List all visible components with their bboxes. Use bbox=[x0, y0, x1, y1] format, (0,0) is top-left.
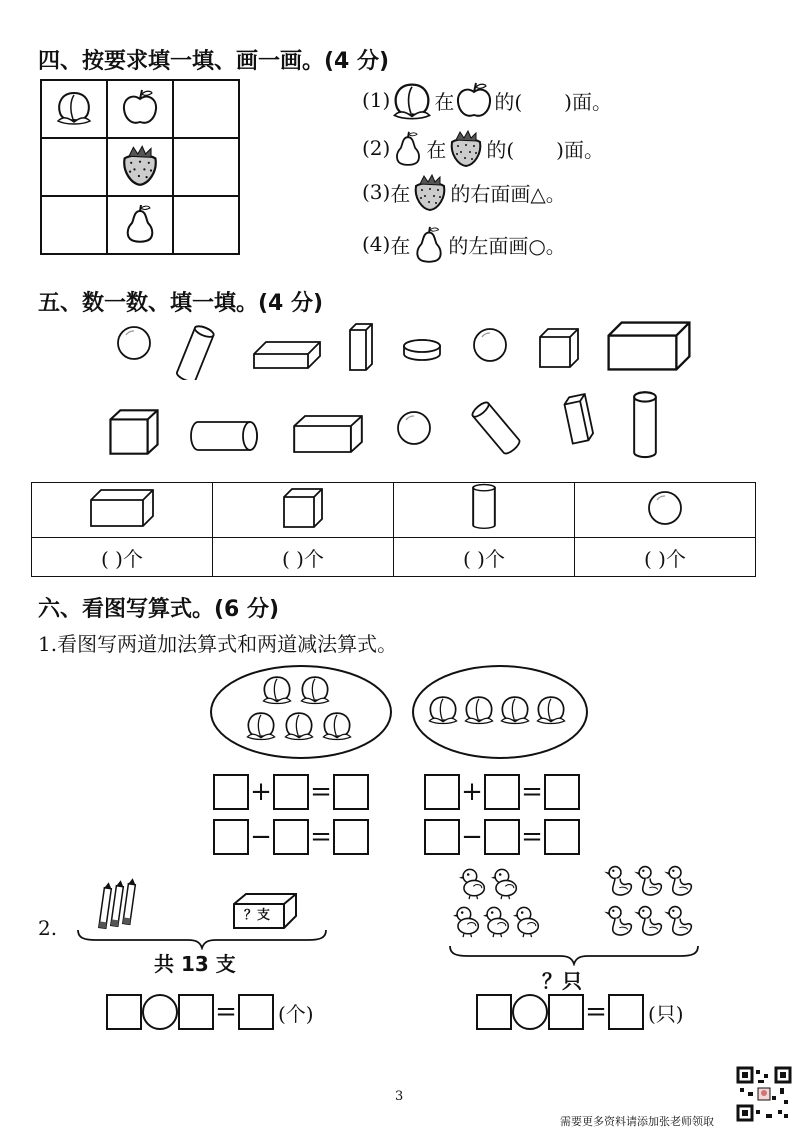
count-table bbox=[31, 482, 756, 577]
cylinder-icon bbox=[464, 396, 530, 462]
answer-box[interactable] bbox=[544, 774, 580, 810]
cuboid-icon bbox=[89, 488, 155, 528]
count-blank[interactable]: ( )个 bbox=[32, 538, 213, 577]
box-label: ？支 bbox=[244, 908, 271, 923]
question-4: (4) 在 的左面画○。 bbox=[362, 220, 566, 268]
right-total-label: ？只 bbox=[542, 969, 582, 993]
answer-box[interactable] bbox=[106, 994, 142, 1030]
pear-icon bbox=[390, 126, 426, 170]
strawberry-icon bbox=[410, 172, 450, 212]
cube-icon bbox=[108, 408, 160, 456]
answer-box[interactable] bbox=[424, 819, 460, 855]
cylinder-icon bbox=[190, 420, 262, 452]
problem-1-text: 1.看图写两道加法算式和两道减法算式。 bbox=[38, 632, 398, 656]
answer-box[interactable] bbox=[544, 819, 580, 855]
footer-text: 需要更多资料请添加张老师领取 bbox=[560, 1115, 714, 1128]
section4-heading: 四、按要求填一填、画一画。(4 分) bbox=[38, 49, 390, 74]
operator-circle[interactable] bbox=[142, 994, 178, 1030]
page-number: 3 bbox=[395, 1089, 404, 1104]
peach-icon bbox=[54, 87, 94, 127]
grid-cell bbox=[41, 80, 107, 138]
answer-box[interactable] bbox=[333, 774, 369, 810]
category-cube bbox=[213, 483, 394, 538]
right-peach-group bbox=[410, 662, 590, 762]
category-cylinder bbox=[394, 483, 575, 538]
count-blank[interactable]: ( )个 bbox=[575, 538, 756, 577]
grid-cell bbox=[173, 80, 239, 138]
grid-cell bbox=[41, 196, 107, 254]
section6-heading: 六、看图写算式。(6 分) bbox=[38, 597, 280, 622]
grid-cell bbox=[107, 196, 173, 254]
answer-box[interactable] bbox=[213, 774, 249, 810]
cube-icon bbox=[538, 327, 582, 371]
pencils-icon bbox=[98, 874, 148, 930]
left-peach-group bbox=[208, 662, 394, 762]
chicks-group bbox=[452, 864, 552, 948]
operator-circle[interactable] bbox=[512, 994, 548, 1030]
addition-equation-2: + = bbox=[424, 774, 580, 810]
answer-box[interactable] bbox=[273, 774, 309, 810]
grid-cell bbox=[107, 138, 173, 196]
answer-box[interactable] bbox=[273, 819, 309, 855]
cylinder-icon bbox=[176, 320, 226, 380]
question-2: (2) 在 的( )面。 bbox=[362, 126, 604, 170]
section5-heading: 五、数一数、填一填。(4 分) bbox=[38, 291, 324, 316]
sphere-icon bbox=[396, 410, 434, 448]
strawberry-icon bbox=[118, 143, 162, 187]
question-1: (1) 在 的( )面。 bbox=[362, 78, 612, 122]
category-cuboid bbox=[32, 483, 213, 538]
pencil-box bbox=[232, 892, 294, 926]
grid-cell bbox=[173, 196, 239, 254]
answer-box[interactable] bbox=[484, 819, 520, 855]
answer-box[interactable] bbox=[238, 994, 274, 1030]
cuboid-icon bbox=[348, 322, 376, 374]
position-grid bbox=[40, 79, 240, 255]
peach-icon bbox=[390, 78, 434, 122]
cuboid-icon bbox=[606, 320, 692, 372]
sphere-icon bbox=[647, 490, 683, 526]
answer-box[interactable] bbox=[213, 819, 249, 855]
question-3: (3) 在 的右面画△。 bbox=[362, 172, 566, 212]
left-answer-equation: = (个) bbox=[106, 994, 314, 1030]
answer-box[interactable] bbox=[178, 994, 214, 1030]
problem-2-number: 2. bbox=[38, 916, 58, 940]
sphere-icon bbox=[116, 325, 152, 361]
strawberry-icon bbox=[446, 128, 486, 168]
ducks-group bbox=[600, 862, 700, 948]
cylinder-icon bbox=[402, 338, 444, 364]
answer-box[interactable] bbox=[476, 994, 512, 1030]
apple-icon bbox=[454, 80, 494, 120]
cylinder-icon bbox=[632, 390, 658, 464]
count-blank[interactable]: ( )个 bbox=[394, 538, 575, 577]
qr-code-icon bbox=[736, 1066, 792, 1122]
grid-cell bbox=[173, 138, 239, 196]
cylinder-icon bbox=[471, 483, 497, 533]
pear-icon bbox=[120, 201, 160, 245]
left-brace bbox=[76, 928, 330, 950]
grid-cell bbox=[107, 80, 173, 138]
addition-equation-1: + = bbox=[213, 774, 369, 810]
subtraction-equation-2: − = bbox=[424, 819, 580, 855]
grid-cell bbox=[41, 138, 107, 196]
answer-box[interactable] bbox=[424, 774, 460, 810]
right-brace bbox=[448, 944, 702, 966]
cuboid-icon bbox=[558, 390, 602, 458]
left-total-label: 共 13 支 bbox=[154, 952, 236, 976]
pear-icon bbox=[410, 220, 448, 268]
category-sphere bbox=[575, 483, 756, 538]
subtraction-equation-1: − = bbox=[213, 819, 369, 855]
apple-icon bbox=[120, 87, 160, 127]
sphere-icon bbox=[472, 327, 510, 365]
cuboid-icon bbox=[292, 414, 364, 454]
right-answer-equation: = (只) bbox=[476, 994, 684, 1030]
cube-icon bbox=[282, 487, 324, 529]
answer-box[interactable] bbox=[333, 819, 369, 855]
answer-box[interactable] bbox=[548, 994, 584, 1030]
left-unit: (个) bbox=[278, 1001, 314, 1026]
right-unit: (只) bbox=[648, 1001, 684, 1026]
answer-box[interactable] bbox=[608, 994, 644, 1030]
answer-box[interactable] bbox=[484, 774, 520, 810]
cuboid-icon bbox=[252, 340, 324, 372]
count-blank[interactable]: ( )个 bbox=[213, 538, 394, 577]
